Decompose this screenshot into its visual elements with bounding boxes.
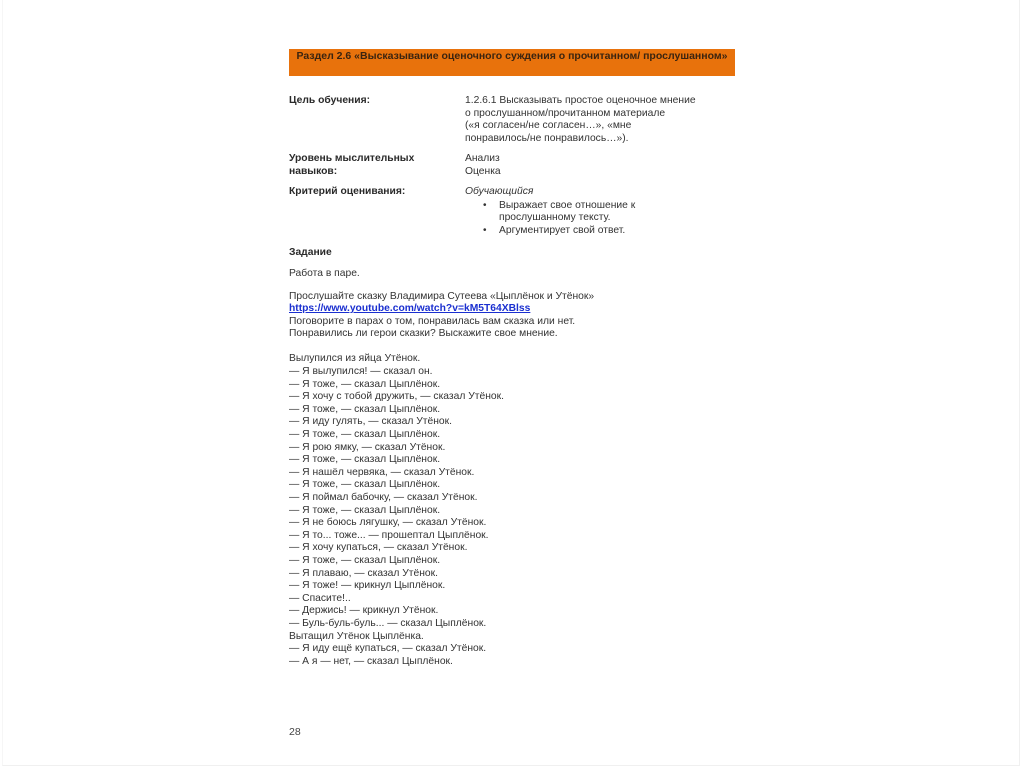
criteria-value [465,186,735,237]
goal-line: 1.2.6.1 Высказывать простое оценочное мнение [465,95,696,106]
story-line: — Я тоже! — крикнул Цыплёнок. [289,580,446,592]
story-text [289,353,735,668]
section-header [289,49,735,76]
task-instructions [289,291,735,341]
page-number: 28 [289,726,301,738]
thinking-level-item: Оценка [465,165,501,177]
bullet-icon: • [483,199,487,211]
task-mode: Работа в паре. [289,268,360,279]
criteria-item-line: Выражает свое отношение к [499,199,636,211]
thinking-level-label [289,153,465,178]
criteria-item-line: прослушанному тексту. [499,212,611,223]
thinking-level-label-line: навыков: [289,165,338,177]
story-line: — Я тоже, — сказал Цыплёнок. [289,479,441,491]
story-line: — Буль-буль-буль... — сказал Цыплёнок. [289,617,487,629]
criteria-label: Критерий оценивания: [289,186,406,197]
story-line: — Я не боюсь лягушку, — сказал Утёнок. [289,517,487,529]
criteria-item [483,200,735,225]
goal-line: о прослушанном/прочитанном материале [465,107,666,119]
goal-label: Цель обучения: [289,95,371,106]
story-line: — Я плаваю, — сказал Утёнок. [289,567,439,579]
story-line: Вытащил Утёнок Цыплёнка. [289,630,424,642]
story-line: — Я вылупился! — сказал он. [289,366,433,378]
story-line: — Я тоже, — сказал Цыплёнок. [289,504,441,516]
task-question: Поговорите в парах о том, понравилась вам сказка или нет. [289,315,576,327]
criteria-item [483,225,735,238]
lesson-meta-table [289,95,735,237]
story-line: Вылупился из яйца Утёнок. [289,353,421,365]
story-line: — Я иду ещё купаться, — сказал Утёнок. [289,643,487,655]
thinking-level-value [465,153,735,178]
goal-line: понравилось/не понравилось…»). [465,132,629,144]
task-question: Понравились ли герои сказки? Выскажите свое мнение. [289,328,558,340]
story-line: — Спасите!.. [289,592,351,604]
youtube-link[interactable]: https://www.youtube.com/watch?v=kM5T64XBlss [289,303,531,315]
story-line: — Я иду гулять, — сказал Утёнок. [289,416,453,428]
goal-line: («я согласен/не согласен…», «мне [465,120,632,131]
thinking-level-item: Анализ [465,153,500,164]
story-line: — Я тоже, — сказал Цыплёнок. [289,429,441,441]
meta-row-goal [289,95,735,145]
story-line: — Я нашёл червяка, — сказал Утёнок. [289,466,475,478]
story-line: — Я хочу с тобой дружить, — сказал Утёнок. [289,391,504,403]
task-title: Задание [289,247,332,258]
story-line: — Держись! — крикнул Утёнок. [289,605,439,617]
meta-row-thinking-level [289,153,735,178]
story-line: — Я то... тоже... — прошептал Цыплёнок. [289,529,489,541]
document-page [289,49,735,668]
bullet-icon: • [483,224,487,236]
criteria-list [465,200,735,238]
story-line: — А я — нет, — сказал Цыплёнок. [289,655,453,667]
section-title: Раздел 2.6 «Высказывание оценочного суждения о прочитанном/ прослушанном» [296,50,728,62]
goal-value [465,95,735,145]
story-line: — Я тоже, — сказал Цыплёнок. [289,378,441,390]
story-line: — Я тоже, — сказал Цыплёнок. [289,554,441,566]
story-line: — Я поймал бабочку, — сказал Утёнок. [289,492,478,503]
thinking-level-label-line: Уровень мыслительных [289,153,415,164]
criteria-subject: Обучающийся [465,186,534,197]
meta-row-criteria [289,186,735,237]
story-line: — Я тоже, — сказал Цыплёнок. [289,454,441,466]
task-instruction: Прослушайте сказку Владимира Сутеева «Цыплёнок и Утёнок» [289,290,595,302]
criteria-item-line: Аргументирует свой ответ. [499,224,626,236]
story-line: — Я тоже, — сказал Цыплёнок. [289,403,441,415]
story-line: — Я рою ямку, — сказал Утёнок. [289,441,446,453]
story-line: — Я хочу купаться, — сказал Утёнок. [289,542,468,554]
